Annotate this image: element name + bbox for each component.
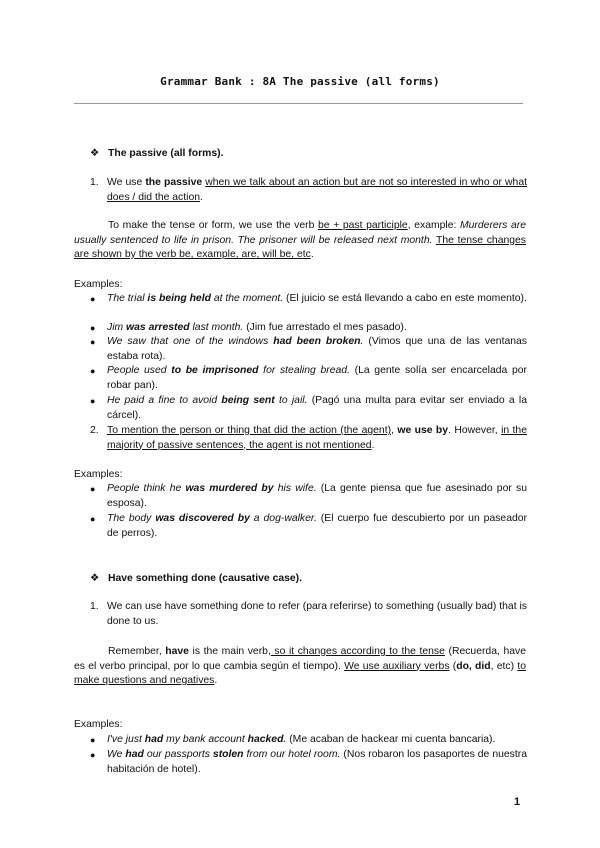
examples-label: Examples:	[74, 719, 123, 730]
list-item: ● We had our passports stolen from our hotel room. (Nos robaron los pasaportes de nuestra habitación de hotel).	[90, 749, 527, 775]
list-item: ● People used to be imprisoned for stealing bread. (La gente solía ser encarcelada por robar pan).	[90, 365, 527, 391]
list-item: ● The body was discovered by a dog-walker. (El cuerpo fue descubierto por un paseador de perros).	[90, 513, 527, 539]
bullet-icon: ●	[90, 366, 96, 376]
bullet-icon: ●	[90, 484, 96, 494]
diamond-bullet-icon: ❖	[90, 573, 100, 584]
list-item: ● People think he was murdered by his wife. (La gente piensa que fue asesinado por su esposa).	[90, 483, 527, 509]
bullet-icon: ●	[90, 735, 96, 745]
page-number: 1	[514, 796, 521, 808]
title-divider	[74, 103, 523, 104]
diamond-bullet-icon: ❖	[90, 148, 100, 159]
bullet-icon: ●	[90, 337, 96, 347]
list-item: ● We saw that one of the windows had been broken. (Vimos que una de las ventanas estaba rota).	[90, 336, 527, 362]
numbered-item-2: 2. To mention the person or thing that did the action (the agent), we use by. However, in the majority of passive sentences, the agent is not mentioned.	[90, 425, 527, 451]
list-item: ● The trial is being held at the moment. (El juicio se está llevando a cabo en este momento).	[90, 292, 527, 307]
bullet-icon: ●	[90, 750, 96, 760]
list-item: ● Jim was arrested last month. (Jim fue arrestado el mes pasado).	[90, 321, 527, 336]
paragraph-have-main-verb: Remember, have is the main verb, so it changes according to the tense (Recuerda, have es el verbo principal, por lo que cambia según el tiempo). We use auxiliary verbs (do, did, etc) to make questions and negatives.	[74, 646, 526, 687]
bullet-icon: ●	[90, 323, 96, 333]
list-item: ● I've just had my bank account hacked. (Me acaban de hackear mi cuenta bancaria).	[90, 733, 527, 748]
examples-label: Examples:	[74, 279, 123, 290]
list-item: ● He paid a fine to avoid being sent to jail. (Pagó una multa para evitar ser enviado a la cárcel).	[90, 395, 527, 421]
bullet-icon: ●	[90, 396, 96, 406]
examples-label: Examples:	[74, 469, 123, 480]
bullet-icon: ●	[90, 294, 96, 304]
bullet-icon: ●	[90, 514, 96, 524]
paragraph-tense-form: To make the tense or form, we use the verb be + past participle, example: Murderers are usually sentenced to life in prison. The prisoner will be released next month. The tense changes are shown by the verb be, example, are, will be, etc.	[74, 220, 527, 261]
numbered-item-1: 1. We use the passive when we talk about an action but are not so interested in who or what does / did the action.	[90, 177, 527, 203]
numbered-item-1-causative: 1. We can use have something done to refer (para referirse) to something (usually bad) that is done to us.	[90, 601, 527, 627]
section-heading-causative: ❖ Have something done (causative case).	[90, 572, 520, 587]
section-heading-passive: ❖ The passive (all forms).	[90, 147, 520, 162]
page-title: Grammar Bank : 8A The passive (all forms)	[160, 75, 440, 88]
